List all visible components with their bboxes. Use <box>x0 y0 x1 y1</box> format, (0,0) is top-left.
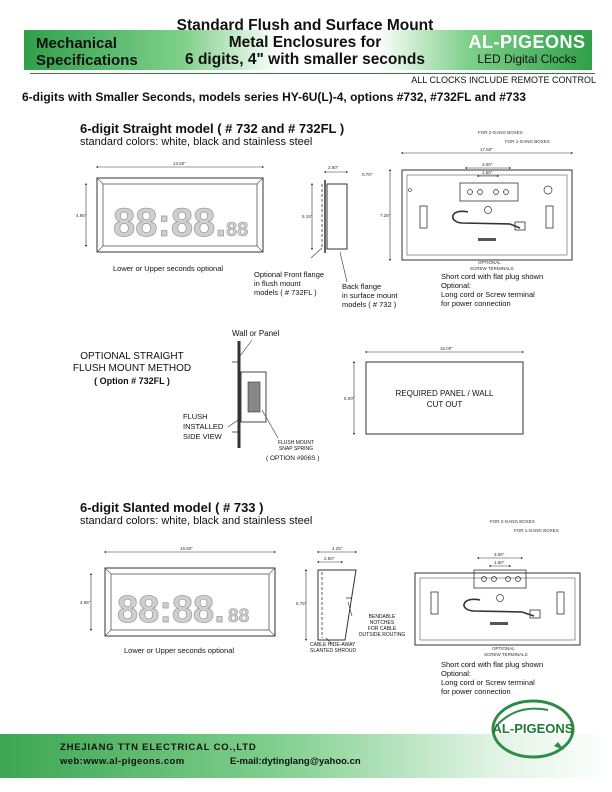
straight-note-2gang: FOR 2-GANG BOXES <box>478 130 523 135</box>
slanted-dim-height: 4.95" <box>80 600 91 605</box>
slanted-side-view <box>296 546 356 644</box>
flush-side-view <box>228 340 278 448</box>
s-cord-caption-4: for power connection <box>441 687 511 696</box>
title-line2: Metal Enclosures for <box>228 34 382 51</box>
straight-note-1gang: FOR 1-GANG BOXES <box>505 139 550 144</box>
straight-front-view <box>76 161 263 252</box>
remote-note: ALL CLOCKS INCLUDE REMOTE CONTROL <box>411 75 596 85</box>
straight-dim-width: 13.50" <box>173 161 186 166</box>
slanted-colors: standard colors: white, black and stainless steel <box>80 515 313 527</box>
straight-side-view <box>302 165 373 282</box>
slanted-cord-caption <box>441 660 543 696</box>
slanted-heading: 6-digit Slanted model ( # 733 ) <box>80 500 264 515</box>
flange-caption-3: models ( # 732FL ) <box>254 288 317 297</box>
title-line3: 6 digits, 4" with smaller seconds <box>185 51 425 68</box>
logo-name: AL-PIGEONS <box>492 721 574 736</box>
flush-side-caption <box>183 412 223 442</box>
brand-sub: LED Digital Clocks <box>477 52 577 66</box>
spring-caption <box>272 440 320 452</box>
cutout-line-1: REQUIRED PANEL / WALL <box>395 389 494 398</box>
straight-cord-caption <box>441 272 543 308</box>
footer-email[interactable]: E-mail:dytinglang@yahoo.cn <box>230 756 361 767</box>
cutout-line-2: CUT OUT <box>426 400 463 409</box>
slanted-front-caption: Lower or Upper seconds optional <box>124 646 235 655</box>
footer-web[interactable]: web:www.al-pigeons.com <box>60 756 185 767</box>
back-flange-caption-3: models ( # 732 ) <box>342 300 397 309</box>
slanted-dim-box2: 1.50" <box>494 560 505 565</box>
straight-flange-caption <box>254 270 324 297</box>
spring-option: ( OPTION #906S ) <box>266 455 320 462</box>
straight-heading: 6-digit Straight model ( # 732 and # 732FL ) <box>80 121 345 136</box>
cord-caption-3: Long cord or Screw terminal <box>441 290 535 299</box>
flush-title-1: OPTIONAL STRAIGHT <box>80 351 184 362</box>
cutout-dim-w: 16.00" <box>440 346 453 351</box>
cutout-dim-h: 5.00" <box>344 396 355 401</box>
straight-note-screw-2: SCREW TERMINALS <box>470 266 514 271</box>
shroud-caption-1: CABLE HIDE-AWAY <box>310 642 356 648</box>
flange-caption-1: Optional Front flange <box>254 270 325 279</box>
slanted-main-digits: 88:88. <box>117 589 225 631</box>
title-line1: Standard Flush and Surface Mount <box>176 17 434 34</box>
header-left-line2: Specifications <box>36 52 138 69</box>
header-left-line1: Mechanical <box>36 35 117 52</box>
slanted-front-view <box>80 546 275 636</box>
pigeon-logo-icon <box>488 696 578 762</box>
slanted-back-view <box>415 519 580 657</box>
straight-main-digits: 88:88. <box>113 201 227 245</box>
slanted-dim-width: 16.50" <box>180 546 193 551</box>
slanted-note-1gang: FOR 1-GANG BOXES <box>514 528 559 533</box>
side-caption-1: FLUSH <box>183 412 208 421</box>
straight-dim-back-h: 7.25" <box>380 213 391 218</box>
straight-dim-box2: 1.50" <box>482 170 493 175</box>
slanted-seconds-digits: 88 <box>228 606 250 627</box>
straight-note-screw-1: OPTIONAL <box>478 260 501 265</box>
brand-name: AL-PIGEONS <box>468 32 586 52</box>
straight-back-flange-caption <box>342 282 397 309</box>
flush-option: ( Option # 732FL ) <box>94 376 170 386</box>
s-cord-caption-3: Long cord or Screw terminal <box>441 678 535 687</box>
back-flange-caption-1: Back flange <box>342 282 382 291</box>
notch-caption-1: BENDABLE <box>368 614 396 620</box>
spring-caption-2: SNAP SPRING <box>278 446 314 452</box>
flush-method-title <box>62 351 202 388</box>
s-cord-caption-2: Optional: <box>441 669 472 678</box>
back-flange-caption-2: in surface mount <box>342 291 398 300</box>
shroud-caption-2: SLANTED SHROUD <box>310 648 357 654</box>
slanted-dim-box: 3.00" <box>494 552 505 557</box>
slanted-note-screw-1: OPTIONAL <box>492 646 515 651</box>
slanted-dim-top: 4.25" <box>332 546 343 551</box>
slanted-note-2gang: FOR 2-GANG BOXES <box>490 519 535 524</box>
straight-seconds-digits: 88 <box>226 219 249 241</box>
cord-caption-4: for power connection <box>441 299 511 308</box>
notch-caption-4: OUTSIDE ROUTING <box>358 632 406 638</box>
slanted-dim-side-h: 6.75" <box>296 601 307 606</box>
notch-caption-2: NOTCHES <box>369 620 395 626</box>
straight-dim-depth: 2.50" <box>328 165 339 170</box>
cutout-label <box>366 388 523 410</box>
straight-colors: standard colors: white, black and stainless steel <box>80 136 313 148</box>
notch-caption-3: FOR CABLE <box>367 626 397 632</box>
footer-company: ZHEJIANG TTN ELECTRICAL CO.,LTD <box>60 742 257 753</box>
wall-label: Wall or Panel <box>232 329 280 338</box>
side-caption-3: SIDE VIEW <box>183 432 222 441</box>
notch-caption <box>356 614 408 638</box>
straight-dim-height: 4.95" <box>76 213 87 218</box>
cord-caption-2: Optional: <box>441 281 472 290</box>
straight-front-caption: Lower or Upper seconds optional <box>113 264 224 273</box>
models-subtitle: 6-digits with Smaller Seconds, models series HY-6U(L)-4, options #732, #732FL and #733 <box>22 90 526 104</box>
s-cord-caption-1: Short cord with flat plug shown <box>441 660 544 669</box>
flange-caption-2: in flush mount <box>254 279 301 288</box>
side-caption-2: INSTALLED <box>183 422 224 431</box>
straight-dim-box: 3.00" <box>482 162 493 167</box>
slanted-dim-top2: 2.50" <box>324 556 335 561</box>
shroud-caption <box>310 642 356 654</box>
straight-dim-depth2: 0.70" <box>362 172 373 177</box>
straight-dim-side-h: 5.15" <box>302 214 313 219</box>
cord-caption-1: Short cord with flat plug shown <box>441 272 544 281</box>
spring-caption-1: FLUSH MOUNT <box>277 440 315 446</box>
flush-title-2: FLUSH MOUNT METHOD <box>72 363 192 374</box>
straight-dim-back-w: 17.50" <box>480 147 493 152</box>
straight-back-view <box>380 130 572 271</box>
slanted-note-screw-2: SCREW TERMINALS <box>484 652 528 657</box>
